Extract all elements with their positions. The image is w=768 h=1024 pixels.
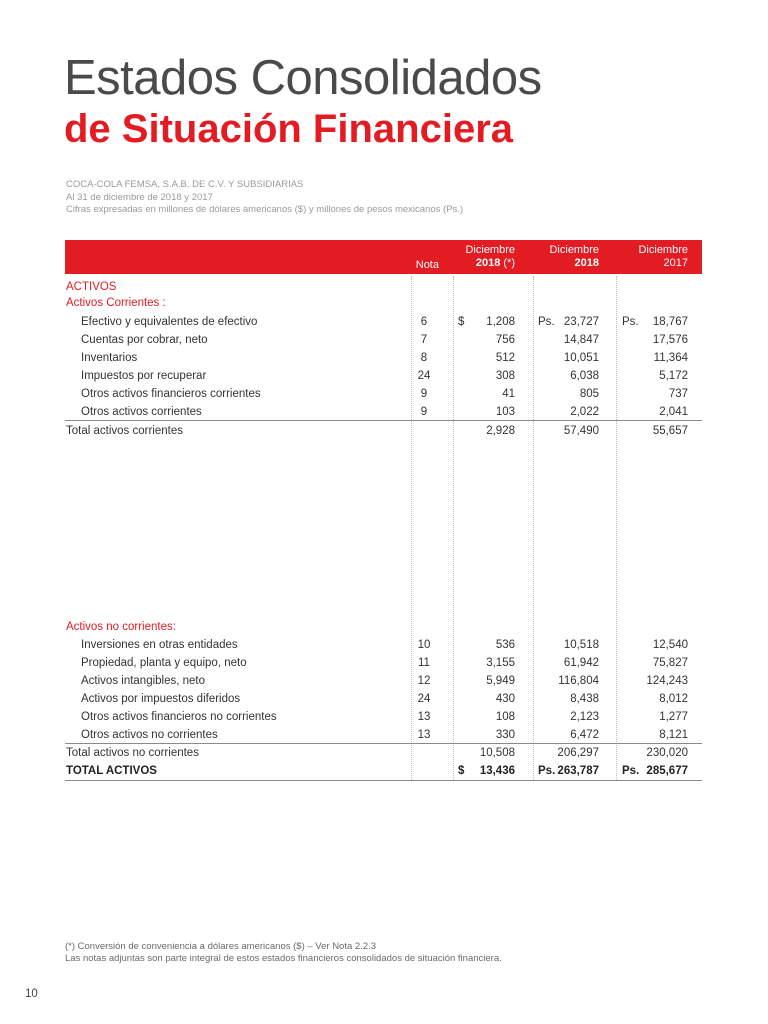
row-currency-usd: $ <box>458 765 465 777</box>
row-value-2018-usd: 512 <box>495 352 515 364</box>
row-value-2018-ps: 10,051 <box>563 352 599 364</box>
row-nota: 24 <box>417 693 431 705</box>
row-value-2018-usd: 2,928 <box>486 425 515 437</box>
header-col3-month: Diciembre <box>638 244 688 256</box>
row-value-2018-usd: 308 <box>495 370 515 382</box>
row-nota: 7 <box>420 334 428 346</box>
row-value-2018-ps: 2,123 <box>570 711 599 723</box>
row-value-2018-ps: 2,022 <box>570 406 599 418</box>
row-value-2018-ps: 6,038 <box>570 370 599 382</box>
table-row <box>65 708 702 726</box>
table-row <box>65 403 702 421</box>
units-note: Cifras expresadas en millones de dólares americanos ($) y millones de pesos mexicanos (Ps.) <box>66 204 464 215</box>
row-nota: 6 <box>420 316 428 328</box>
header-col2 <box>539 244 599 270</box>
row-value-2018-usd: 330 <box>495 729 515 741</box>
row-label: Inventarios <box>81 352 138 364</box>
row-nota: 9 <box>420 388 428 400</box>
row-value-2018-usd: 1,208 <box>486 316 515 328</box>
row-label: Impuestos por recuperar <box>81 370 207 382</box>
row-value-2018-usd: 108 <box>495 711 515 723</box>
row-nota: 13 <box>417 729 431 741</box>
company-name: COCA-COLA FEMSA, S.A.B. DE C.V. Y SUBSIDIARIAS <box>66 179 304 190</box>
row-label: Efectivo y equivalentes de efectivo <box>81 316 258 328</box>
row-label: Activos por impuestos diferidos <box>81 693 241 705</box>
row-value-2017-ps: 75,827 <box>652 657 688 669</box>
row-value-2018-ps: 23,727 <box>563 316 599 328</box>
row-label: Otros activos financieros no corrientes <box>81 711 277 723</box>
row-value-2017-ps: 11,364 <box>653 352 688 364</box>
table-row <box>65 349 702 367</box>
header-col1-year <box>455 257 515 270</box>
row-nota: 12 <box>417 675 431 687</box>
header-col2-month: Diciembre <box>549 244 599 256</box>
row-currency-ps: Ps. <box>622 765 640 777</box>
row-value-2018-ps: 61,942 <box>563 657 599 669</box>
table-row <box>65 726 702 744</box>
row-value-2018-ps: 116,804 <box>558 675 599 687</box>
row-nota: 24 <box>417 370 431 382</box>
row-label: Otros activos no corrientes <box>81 729 218 741</box>
table-row <box>65 385 702 403</box>
table-row <box>65 654 702 672</box>
table-row <box>65 690 702 708</box>
row-label: Total activos no corrientes <box>66 747 199 759</box>
row-value-2017-ps: 124,243 <box>646 675 688 687</box>
header-nota: Nota <box>415 259 439 271</box>
divider <box>65 420 702 421</box>
header-col1-footnote-mark: (*) <box>503 257 515 269</box>
row-label: Activos intangibles, neto <box>81 675 206 687</box>
row-value-2017-ps: 5,172 <box>659 370 688 382</box>
row-value-2018-ps: 6,472 <box>570 729 599 741</box>
row-value-2017-ps: 230,020 <box>646 747 688 759</box>
row-nota: 8 <box>420 352 428 364</box>
row-nota: 10 <box>417 639 431 651</box>
row-value-2018-usd: 3,155 <box>486 657 515 669</box>
row-currency-usd: $ <box>458 316 465 328</box>
row-value-2018-ps: 8,438 <box>570 693 599 705</box>
statement-date: Al 31 de diciembre de 2018 y 2017 <box>66 191 213 203</box>
table-row <box>65 636 702 654</box>
document-meta <box>66 179 463 217</box>
row-value-2017-ps: 8,121 <box>659 729 688 741</box>
footnote-conversion: (*) Conversión de conveniencia a dólares americanos ($) – Ver Nota 2.2.3 <box>65 941 377 952</box>
row-value-2018-ps: 10,518 <box>563 639 599 651</box>
row-value-2018-usd: 10,508 <box>479 747 515 759</box>
row-value-2018-usd: 756 <box>495 334 515 346</box>
page-subtitle: de Situación Financiera <box>64 107 514 151</box>
grand-total-row <box>65 762 702 780</box>
row-value-2017-ps: 18,767 <box>652 316 688 328</box>
section-activos: ACTIVOS <box>66 281 117 293</box>
row-label: Cuentas por cobrar, neto <box>81 334 208 346</box>
header-col2-year <box>539 257 599 270</box>
row-value-2018-ps: 57,490 <box>563 425 599 437</box>
header-col3 <box>628 244 688 270</box>
section-activos-no-corrientes: Activos no corrientes: <box>66 621 176 633</box>
row-value-2018-usd: 5,949 <box>486 675 515 687</box>
row-value-2018-usd: 13,436 <box>479 765 515 777</box>
row-nota: 13 <box>417 711 431 723</box>
row-label: Total activos corrientes <box>66 425 183 437</box>
subtotal-row <box>65 744 702 762</box>
footnote-notes: Las notas adjuntas son parte integral de estos estados financieros consolidados de situación financiera. <box>65 953 502 964</box>
row-value-2018-ps: 206,297 <box>557 747 599 759</box>
row-value-2018-usd: 536 <box>495 639 515 651</box>
row-value-2017-ps: 2,041 <box>659 406 688 418</box>
row-value-2017-ps: 1,277 <box>659 711 688 723</box>
section-activos-corrientes: Activos Corrientes : <box>66 297 166 309</box>
row-value-2017-ps: 8,012 <box>659 693 688 705</box>
divider <box>65 780 702 781</box>
row-label: Propiedad, planta y equipo, neto <box>81 657 247 669</box>
row-value-2018-ps: 805 <box>579 388 599 400</box>
row-value-2017-ps: 12,540 <box>652 639 688 651</box>
footnotes <box>65 941 502 965</box>
table-row <box>65 367 702 385</box>
row-label: TOTAL ACTIVOS <box>66 765 157 777</box>
row-currency-ps: Ps. <box>538 765 556 777</box>
table-row <box>65 331 702 349</box>
subtotal-row <box>65 422 702 440</box>
page-number: 10 <box>25 988 38 1000</box>
row-label: Otros activos financieros corrientes <box>81 388 261 400</box>
table-row <box>65 313 702 331</box>
header-col2-year-value: 2018 <box>574 257 599 269</box>
row-nota: 9 <box>420 406 428 418</box>
row-value-2018-usd: 103 <box>495 406 515 418</box>
row-value-2018-usd: 430 <box>495 693 515 705</box>
table-row <box>65 672 702 690</box>
row-label: Otros activos corrientes <box>81 406 202 418</box>
header-col3-year: 2017 <box>663 257 688 269</box>
row-currency-ps: Ps. <box>622 316 639 328</box>
row-nota: 11 <box>418 657 430 669</box>
row-label: Inversiones en otras entidades <box>81 639 238 651</box>
table-header <box>65 240 702 274</box>
row-value-2018-usd: 41 <box>502 388 515 400</box>
row-value-2017-ps: 285,677 <box>646 765 688 777</box>
row-value-2017-ps: 737 <box>668 388 688 400</box>
row-value-2018-ps: 14,847 <box>563 334 599 346</box>
row-value-2017-ps: 17,576 <box>652 334 688 346</box>
page-title: Estados Consolidados <box>64 51 542 105</box>
row-value-2017-ps: 55,657 <box>652 425 688 437</box>
row-value-2018-ps: 263,787 <box>557 765 599 777</box>
header-col1-month: Diciembre <box>465 244 515 256</box>
header-col1 <box>455 244 515 270</box>
header-col1-year-value: 2018 <box>475 257 501 269</box>
row-currency-ps: Ps. <box>538 316 555 328</box>
